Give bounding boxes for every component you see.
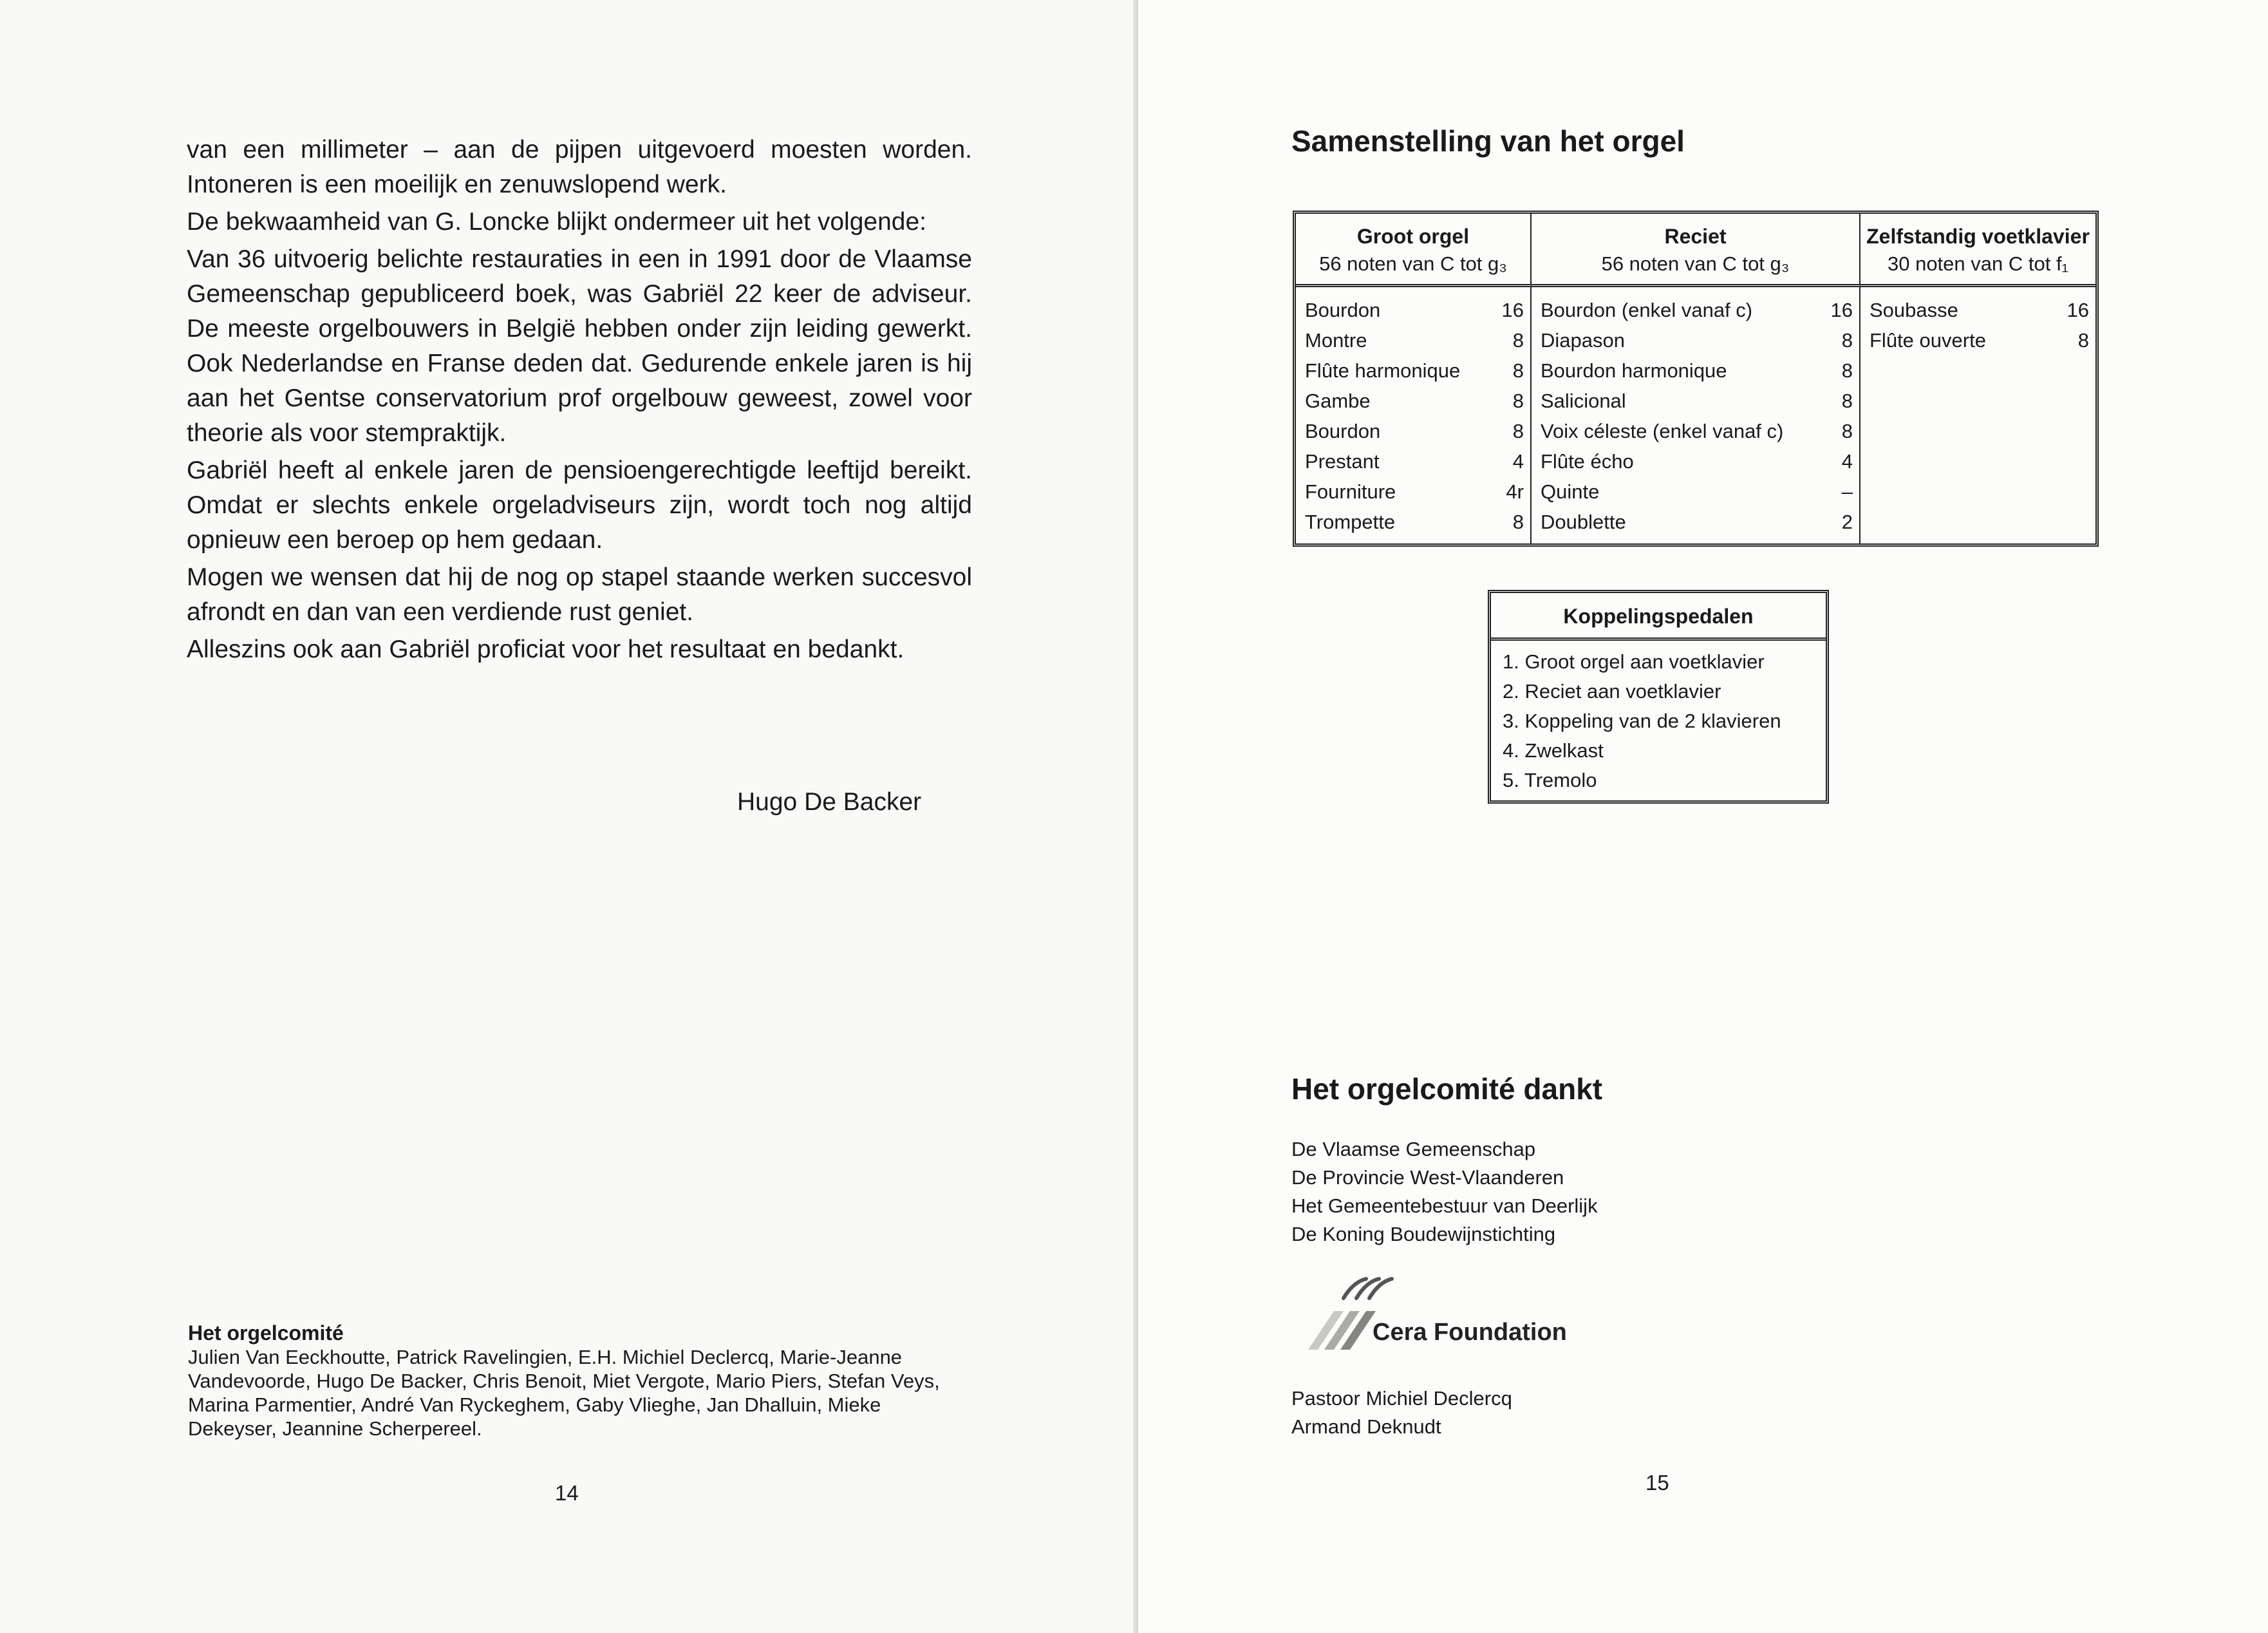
list-item: 3. Koppeling van de 2 klavieren bbox=[1503, 710, 1781, 732]
stops-column bbox=[1296, 287, 1532, 543]
signatory: Pastoor Michiel Declercq bbox=[1291, 1387, 1512, 1410]
manual-name: Zelfstandig voetklavier bbox=[1866, 225, 2090, 248]
koppeling-heading: Koppelingspedalen bbox=[1491, 593, 1826, 641]
list-item: Het Gemeentebestuur van Deerlijk bbox=[1291, 1194, 1598, 1217]
paragraph: Alleszins ook aan Gabriël proficiat voor het resultaat en bedankt. bbox=[187, 636, 904, 663]
manual-range: 30 noten van C tot f₁ bbox=[1887, 252, 2069, 275]
stop-row: Flûte ouverte 8 bbox=[1870, 329, 2089, 352]
signatory: Armand Deknudt bbox=[1291, 1415, 1441, 1438]
stop-row: Salicional 8 bbox=[1541, 390, 1853, 412]
committee-names: Julien Van Eeckhoutte, Patrick Ravelingien, E.H. Michiel Declercq, Marie-Jeanne Vandevoorde, Hugo De Backer, Chris Benoit, Miet Vergote, Mario Piers, Stefan Veys, Marina Parmentier, André Van Ryckeghem, Gaby Vlieghe, Jan Dhalluin, Mieke Dekeyser, Jeannine Scherpereel. bbox=[188, 1346, 940, 1440]
paragraph: Mogen we wensen dat hij de nog op stapel staande werken succesvol afrondt en dan van een verdiende rust geniet. bbox=[187, 563, 972, 626]
manual-range: 56 noten van C tot g₃ bbox=[1319, 252, 1507, 275]
stop-row: Montre 8 bbox=[1305, 329, 1524, 352]
stop-row: Flûte écho 4 bbox=[1541, 450, 1853, 473]
koppeling-list bbox=[1491, 641, 1826, 800]
manual-header bbox=[1296, 214, 1532, 287]
list-item: De Provincie West-Vlaanderen bbox=[1291, 1166, 1564, 1189]
manual-name: Reciet bbox=[1664, 225, 1727, 248]
list-item: De Koning Boudewijnstichting bbox=[1291, 1223, 1556, 1245]
page-number-left: 14 bbox=[555, 1481, 579, 1505]
list-item: 5. Tremolo bbox=[1503, 769, 1597, 791]
stop-row: Doublette 2 bbox=[1541, 511, 1853, 533]
body-text bbox=[187, 133, 972, 670]
stop-row: Bourdon 8 bbox=[1305, 420, 1524, 442]
logo-text: Cera Foundation bbox=[1373, 1319, 1567, 1346]
committee-heading: Het orgelcomité bbox=[188, 1321, 344, 1345]
stop-row: Bourdon harmonique 8 bbox=[1541, 359, 1853, 382]
manual-header bbox=[1532, 214, 1860, 287]
signatories bbox=[1291, 1384, 1512, 1441]
committee-block bbox=[188, 1321, 948, 1440]
paragraph: De bekwaamheid van G. Loncke blijkt ondermeer uit het volgende: bbox=[187, 208, 926, 236]
paragraph: Gabriël heeft al enkele jaren de pensioengerechtigde leeftijd bereikt. Omdat er slechts enkele orgeladviseurs zijn, wordt toch nog altijd opnieuw een beroep op hem gedaan. bbox=[187, 457, 972, 554]
page-number-right: 15 bbox=[1645, 1471, 1669, 1495]
registers-table bbox=[1293, 211, 2099, 547]
signature: Hugo De Backer bbox=[737, 788, 922, 816]
paragraph: van een millimeter – aan de pijpen uitgevoerd moesten worden. Intoneren is een moeilijk en zenuwslopend werk. bbox=[187, 136, 972, 198]
stop-row: Prestant 4 bbox=[1305, 450, 1524, 473]
stop-row: Voix céleste (enkel vanaf c) 8 bbox=[1541, 420, 1853, 442]
stop-row: Soubasse 16 bbox=[1870, 299, 2089, 321]
stop-row: Bourdon (enkel vanaf c) 16 bbox=[1541, 299, 1853, 321]
paragraph: Van 36 uitvoerig belichte restauraties in een in 1991 door de Vlaamse Gemeenschap gepubliceerd boek, was Gabriël 22 keer de adviseur. De meeste orgelbouwers in België hebben onder zijn leiding gewerkt. Ook Nederlandse en Franse deden dat. Gedurende enkele jaren is hij aan het Gentse conservatorium prof orgelbouw geweest, zowel voor theorie als voor stempraktijk. bbox=[187, 245, 972, 447]
list-item: De Vlaamse Gemeenschap bbox=[1291, 1138, 1536, 1160]
manual-header bbox=[1860, 214, 2095, 287]
stop-row: Fourniture 4r bbox=[1305, 480, 1524, 503]
manual-name: Groot orgel bbox=[1356, 225, 1470, 248]
page-title: Samenstelling van het orgel bbox=[1291, 124, 1685, 158]
stop-row: Gambe 8 bbox=[1305, 390, 1524, 412]
manual-range: 56 noten van C tot g₃ bbox=[1601, 252, 1790, 275]
list-item: 4. Zwelkast bbox=[1503, 739, 1604, 762]
stop-row: Diapason 8 bbox=[1541, 329, 1853, 352]
thanks-title: Het orgelcomité dankt bbox=[1291, 1072, 1603, 1106]
stop-row: Quinte – bbox=[1541, 480, 1853, 503]
list-item: 2. Reciet aan voetklavier bbox=[1503, 680, 1721, 703]
koppelingspedalen-box bbox=[1488, 590, 1829, 804]
cera-foundation-logo bbox=[1295, 1266, 1579, 1369]
stop-row: Bourdon 16 bbox=[1305, 299, 1524, 321]
stops-column bbox=[1860, 287, 2095, 543]
stops-column bbox=[1532, 287, 1860, 543]
list-item: 1. Groot orgel aan voetklavier bbox=[1503, 650, 1765, 673]
thanks-list bbox=[1291, 1135, 1598, 1249]
stop-row: Trompette 8 bbox=[1305, 511, 1524, 533]
stop-row: Flûte harmonique 8 bbox=[1305, 359, 1524, 382]
